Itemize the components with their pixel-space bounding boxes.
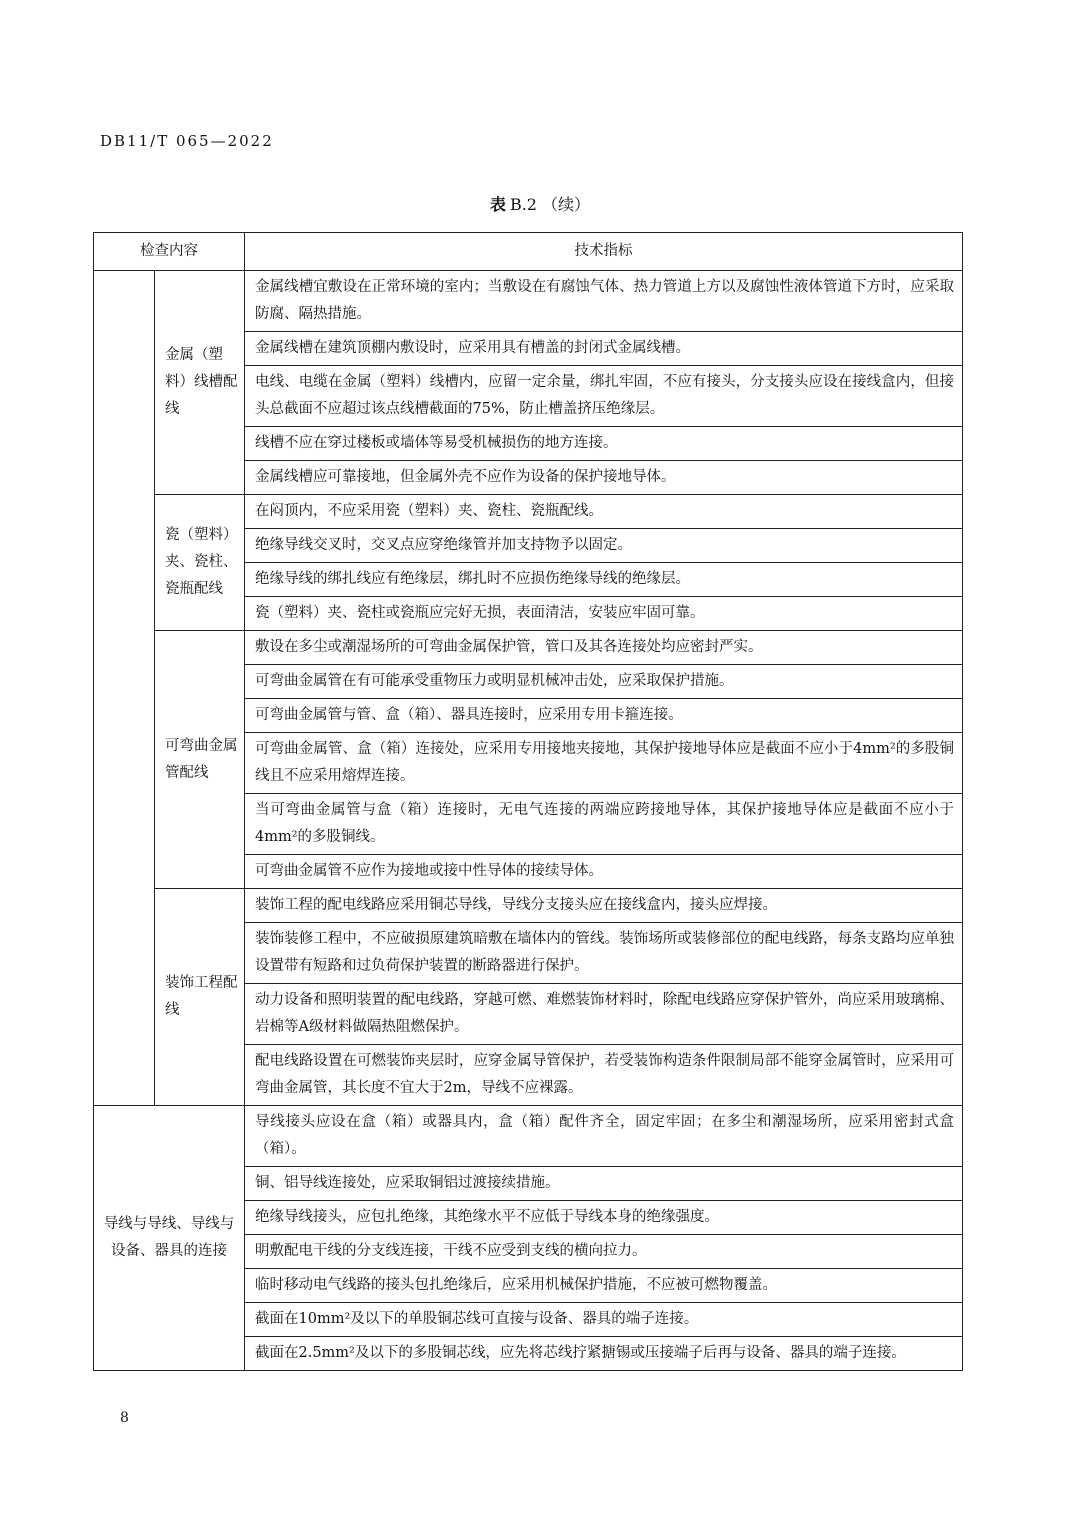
tech-cell: 金属线槽宜敷设在正常环境的室内；当敷设在有腐蚀气体、热力管道上方以及腐蚀性液体管道下方时，应采取防腐、隔热措施。 <box>245 271 963 332</box>
table-title-prefix: 表 <box>489 195 506 214</box>
page-number: 8 <box>120 1410 129 1426</box>
header-check-content: 检查内容 <box>94 233 245 271</box>
category-cell: 金属（塑料）线槽配线 <box>155 271 245 495</box>
tech-cell: 配电线路设置在可燃装饰夹层时，应穿金属导管保护，若受装饰构造条件限制局部不能穿金属管时，应采用可弯曲金属管，其长度不宜大于2m，导线不应裸露。 <box>245 1045 963 1106</box>
tech-cell: 绝缘导线交叉时，交叉点应穿绝缘管并加支持物予以固定。 <box>245 529 963 563</box>
tech-cell: 在闷顶内，不应采用瓷（塑料）夹、瓷柱、瓷瓶配线。 <box>245 495 963 529</box>
tech-cell: 金属线槽应可靠接地，但金属外壳不应作为设备的保护接地导体。 <box>245 461 963 495</box>
document-code: DB11/T 065—2022 <box>100 132 274 150</box>
category-cell-connection: 导线与导线、导线与设备、器具的连接 <box>94 1106 245 1371</box>
tech-cell: 可弯曲金属管不应作为接地或接中性导体的接续导体。 <box>245 855 963 889</box>
tech-cell: 电线、电缆在金属（塑料）线槽内，应留一定余量，绑扎牢固，不应有接头，分支接头应设在接线盒内，但接头总截面不应超过该点线槽截面的75%，防止槽盖挤压绝缘层。 <box>245 366 963 427</box>
category-cell: 瓷（塑料）夹、瓷柱、瓷瓶配线 <box>155 495 245 631</box>
tech-cell: 临时移动电气线路的接头包扎绝缘后，应采用机械保护措施，不应被可燃物覆盖。 <box>245 1269 963 1303</box>
tech-cell: 装饰装修工程中，不应破损原建筑暗敷在墙体内的管线。装饰场所或装修部位的配电线路，每条支路均应单独设置带有短路和过负荷保护装置的断路器进行保护。 <box>245 923 963 984</box>
tech-cell: 敷设在多尘或潮湿场所的可弯曲金属保护管，管口及其各连接处均应密封严实。 <box>245 631 963 665</box>
tech-cell: 金属线槽在建筑顶棚内敷设时，应采用具有槽盖的封闭式金属线槽。 <box>245 332 963 366</box>
category-cell: 装饰工程配线 <box>155 889 245 1106</box>
table-title-label: B.2 （续） <box>509 195 591 214</box>
table-row <box>94 889 963 923</box>
tech-cell: 截面在10mm²及以下的单股铜芯线可直接与设备、器具的端子连接。 <box>245 1303 963 1337</box>
spec-table <box>93 232 963 1371</box>
tech-cell: 可弯曲金属管、盒（箱）连接处，应采用专用接地夹接地，其保护接地导体应是截面不应小于4mm²的多股铜线且不应采用熔焊连接。 <box>245 733 963 794</box>
table-row <box>94 631 963 665</box>
tech-cell: 导线接头应设在盒（箱）或器具内，盒（箱）配件齐全，固定牢固；在多尘和潮湿场所，应采用密封式盒（箱）。 <box>245 1106 963 1167</box>
table-row <box>94 495 963 529</box>
table-title <box>0 192 1080 215</box>
table-row <box>94 1106 963 1167</box>
table-row <box>94 271 963 332</box>
tech-cell: 绝缘导线的绑扎线应有绝缘层，绑扎时不应损伤绝缘导线的绝缘层。 <box>245 563 963 597</box>
tech-cell: 动力设备和照明装置的配电线路，穿越可燃、难燃装饰材料时，除配电线路应穿保护管外，尚应采用玻璃棉、岩棉等A级材料做隔热阻燃保护。 <box>245 984 963 1045</box>
category-cell: 可弯曲金属管配线 <box>155 631 245 889</box>
tech-cell: 当可弯曲金属管与盒（箱）连接时，无电气连接的两端应跨接地导体，其保护接地导体应是截面不应小于4mm²的多股铜线。 <box>245 794 963 855</box>
tech-cell: 绝缘导线接头，应包扎绝缘，其绝缘水平不应低于导线本身的绝缘强度。 <box>245 1201 963 1235</box>
tech-cell: 可弯曲金属管在有可能承受重物压力或明显机械冲击处，应采取保护措施。 <box>245 665 963 699</box>
tech-cell: 铜、铝导线连接处，应采取铜铝过渡接续措施。 <box>245 1167 963 1201</box>
tech-cell: 截面在2.5mm²及以下的多股铜芯线，应先将芯线拧紧搪锡或压接端子后再与设备、器具的端子连接。 <box>245 1337 963 1371</box>
table-header-row <box>94 233 963 271</box>
tech-cell: 可弯曲金属管与管、盒（箱）、器具连接时，应采用专用卡箍连接。 <box>245 699 963 733</box>
tech-cell: 装饰工程的配电线路应采用铜芯导线，导线分支接头应在接线盒内，接头应焊接。 <box>245 889 963 923</box>
outer-category-blank <box>94 271 155 1106</box>
tech-cell: 线槽不应在穿过楼板或墙体等易受机械损伤的地方连接。 <box>245 427 963 461</box>
tech-cell: 明敷配电干线的分支线连接，干线不应受到支线的横向拉力。 <box>245 1235 963 1269</box>
header-technical-index: 技术指标 <box>245 233 963 271</box>
tech-cell: 瓷（塑料）夹、瓷柱或瓷瓶应完好无损，表面清洁，安装应牢固可靠。 <box>245 597 963 631</box>
